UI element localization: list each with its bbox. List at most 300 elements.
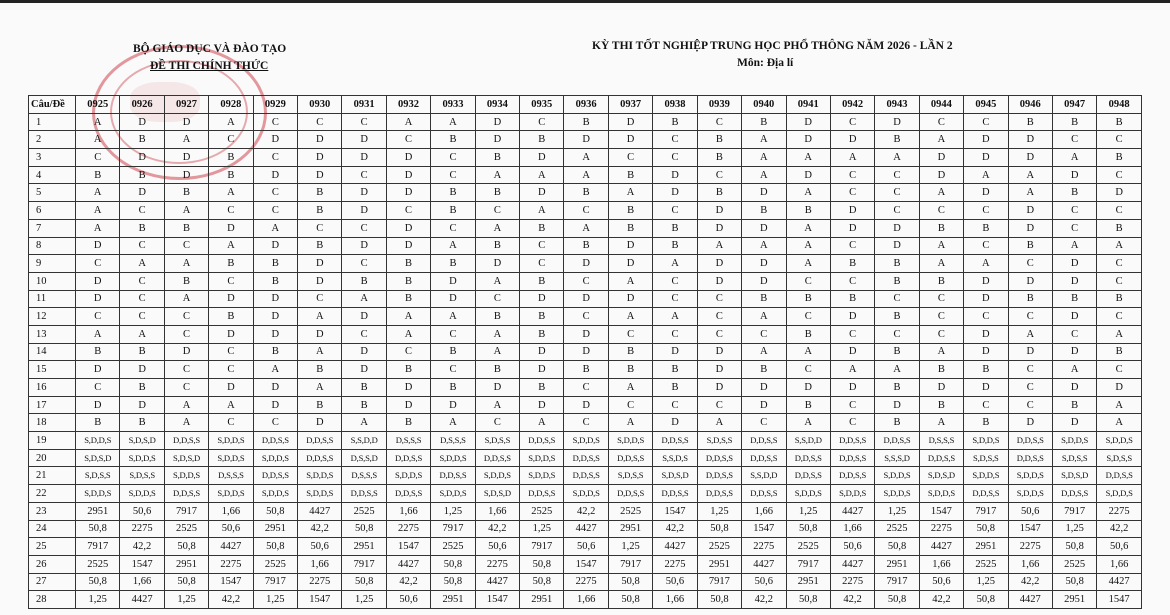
answer-cell: 4427	[919, 538, 963, 556]
answer-cell: B	[786, 325, 830, 343]
answer-cell: C	[298, 219, 342, 237]
answer-cell: D	[564, 131, 608, 149]
answer-cell: C	[964, 113, 1008, 131]
exam-code-header: 0946	[1008, 96, 1052, 114]
answer-cell: B	[342, 272, 386, 290]
answer-cell: B	[475, 184, 519, 202]
answer-cell: S,D,D,S	[520, 449, 564, 467]
answer-cell: B	[697, 131, 741, 149]
answer-cell: 1,66	[475, 502, 519, 520]
answer-cell: C	[1097, 131, 1142, 149]
answer-cell: 50,6	[830, 538, 874, 556]
answer-cell: D,D,S,S	[1008, 449, 1052, 467]
answer-cell: A	[298, 343, 342, 361]
answer-cell: B	[1052, 396, 1096, 414]
answer-cell: S,D,D,S	[1052, 432, 1096, 450]
answer-cell: S,D,S,D	[1052, 467, 1096, 485]
answer-cell: D	[830, 131, 874, 149]
answer-cell: A	[76, 131, 120, 149]
answer-cell: C	[964, 237, 1008, 255]
answer-cell: C	[1052, 219, 1096, 237]
table-row	[29, 308, 1142, 326]
answer-cell: D,D,S,S	[520, 485, 564, 503]
answer-cell: B	[253, 272, 297, 290]
answer-cell: A	[608, 308, 652, 326]
answer-cell: C	[76, 255, 120, 273]
answer-cell: S,D,D,S	[875, 467, 919, 485]
answer-cell: C	[164, 379, 208, 397]
answer-cell: 1,25	[431, 502, 475, 520]
answer-cell: 42,2	[209, 591, 253, 609]
answer-cell: D,D,S,S	[786, 449, 830, 467]
answer-cell: B	[76, 166, 120, 184]
answer-cell: D	[475, 379, 519, 397]
answer-cell: A	[830, 361, 874, 379]
answer-cell: 2275	[653, 555, 697, 573]
answer-cell: C	[253, 414, 297, 432]
answer-cell: B	[475, 237, 519, 255]
answer-cell: C	[608, 396, 652, 414]
answer-cell: D	[608, 255, 652, 273]
answer-cell: B	[919, 361, 963, 379]
answer-cell: S,D,S,S	[475, 432, 519, 450]
answer-cell: 7917	[520, 538, 564, 556]
answer-cell: C	[608, 149, 652, 167]
answer-cell: D	[520, 290, 564, 308]
top-border-line	[0, 0, 1170, 3]
table-row	[29, 272, 1142, 290]
answer-cell: 2525	[253, 555, 297, 573]
answer-cell: C	[520, 237, 564, 255]
answer-cell: A	[120, 255, 164, 273]
answer-cell: C	[431, 166, 475, 184]
question-number-cell: 24	[29, 520, 76, 538]
answer-cell: S,D,D,S	[253, 485, 297, 503]
answer-cell: 4427	[742, 555, 786, 573]
answer-cell: 42,2	[120, 538, 164, 556]
answer-cell: D	[386, 149, 430, 167]
answer-cell: 2951	[431, 591, 475, 609]
answer-cell: 50,8	[164, 573, 208, 591]
exam-code-header: 0925	[76, 96, 120, 114]
answer-cell: A	[1052, 237, 1096, 255]
answer-cell: D	[697, 379, 741, 397]
answer-cell: D	[342, 202, 386, 220]
answer-cell: C	[875, 184, 919, 202]
question-number-cell: 5	[29, 184, 76, 202]
answer-cell: B	[919, 396, 963, 414]
answer-cell: 50,8	[520, 555, 564, 573]
answer-cell: C	[475, 414, 519, 432]
answer-cell: A	[564, 219, 608, 237]
answer-cell: D	[253, 166, 297, 184]
answer-cell: C	[298, 113, 342, 131]
answer-cell: B	[76, 343, 120, 361]
answer-cell: D	[253, 131, 297, 149]
answer-cell: 50,8	[786, 520, 830, 538]
answer-cell: D	[697, 255, 741, 273]
answer-cell: D,D,S,S	[653, 432, 697, 450]
answer-cell: D,D,S,S	[830, 432, 874, 450]
answer-cell: A	[786, 343, 830, 361]
answer-cell: 1547	[209, 573, 253, 591]
answer-cell: C	[697, 290, 741, 308]
answer-cell: D	[919, 149, 963, 167]
answer-cell: B	[830, 255, 874, 273]
answer-cell: C	[1097, 202, 1142, 220]
answer-cell: C	[786, 308, 830, 326]
answer-cell: 2951	[964, 538, 1008, 556]
answer-cell: D	[830, 308, 874, 326]
answer-cell: C	[431, 149, 475, 167]
answer-cell: C	[520, 113, 564, 131]
answer-cell: D	[564, 255, 608, 273]
answer-cell: S,D,D,S	[253, 449, 297, 467]
answer-cell: 2275	[564, 573, 608, 591]
answer-cell: B	[209, 255, 253, 273]
answer-cell: A	[1097, 237, 1142, 255]
answer-cell: A	[342, 290, 386, 308]
answer-cell: A	[475, 396, 519, 414]
answer-cell: 2275	[1008, 538, 1052, 556]
answer-cell: A	[1008, 184, 1052, 202]
answer-cell: S,D,D,S	[209, 485, 253, 503]
answer-cell: D	[742, 255, 786, 273]
answer-cell: B	[386, 414, 430, 432]
answer-cell: 1547	[120, 555, 164, 573]
exam-code-header: 0947	[1052, 96, 1096, 114]
answer-cell: A	[919, 255, 963, 273]
answer-cell: D,D,S,S	[431, 467, 475, 485]
answer-cell: 50,8	[697, 520, 741, 538]
answer-cell: C	[120, 290, 164, 308]
answer-cell: A	[919, 414, 963, 432]
answer-cell: A	[786, 414, 830, 432]
answer-cell: 1547	[298, 591, 342, 609]
answer-cell: 2275	[120, 520, 164, 538]
answer-cell: D,D,S,S	[1052, 485, 1096, 503]
question-number-cell: 27	[29, 573, 76, 591]
question-number-cell: 14	[29, 343, 76, 361]
answer-cell: D,D,S,S	[1097, 467, 1142, 485]
answer-cell: 50,8	[431, 573, 475, 591]
answer-cell: S,D,D,S	[875, 485, 919, 503]
answer-cell: 1547	[1008, 520, 1052, 538]
answer-cell: B	[742, 202, 786, 220]
answer-cell: D	[342, 308, 386, 326]
answer-cell: C	[386, 343, 430, 361]
answer-cell: D	[1097, 184, 1142, 202]
answer-cell: C	[342, 166, 386, 184]
answer-cell: 7917	[608, 555, 652, 573]
answer-cell: B	[298, 361, 342, 379]
answer-cell: B	[164, 184, 208, 202]
answer-cell: D	[342, 361, 386, 379]
answer-cell: D	[653, 343, 697, 361]
answer-cell: A	[964, 166, 1008, 184]
answer-cell: A	[475, 166, 519, 184]
exam-code-header: 0935	[520, 96, 564, 114]
answer-cell: D,D,S,S	[253, 467, 297, 485]
answer-cell: B	[520, 219, 564, 237]
answer-cell: 42,2	[1008, 573, 1052, 591]
answer-cell: 50,6	[209, 520, 253, 538]
table-row	[29, 219, 1142, 237]
answer-cell: C	[1008, 396, 1052, 414]
answer-cell: C	[830, 396, 874, 414]
answer-cell: D,D,S,S	[164, 432, 208, 450]
answer-cell: 50,8	[253, 538, 297, 556]
answer-cell: A	[164, 131, 208, 149]
answer-cell: 50,8	[342, 520, 386, 538]
answer-cell: D,D,S,S	[564, 467, 608, 485]
answer-cell: 42,2	[475, 520, 519, 538]
answer-cell: B	[209, 149, 253, 167]
answer-cell: D	[76, 272, 120, 290]
answer-cell: D	[342, 131, 386, 149]
question-number-cell: 1	[29, 113, 76, 131]
answer-cell: 2951	[786, 573, 830, 591]
answer-cell: S,D,D,S	[564, 485, 608, 503]
answer-cell: A	[919, 184, 963, 202]
answer-cell: 42,2	[919, 591, 963, 609]
answer-cell: D	[253, 290, 297, 308]
answer-cell: C	[697, 396, 741, 414]
answer-cell: B	[253, 255, 297, 273]
answer-cell: D	[209, 325, 253, 343]
answer-cell: S,D,D,S	[431, 449, 475, 467]
answer-cell: B	[386, 255, 430, 273]
answer-cell: B	[1008, 113, 1052, 131]
answer-cell: C	[653, 290, 697, 308]
answer-cell: B	[564, 361, 608, 379]
answer-cell: 42,2	[564, 502, 608, 520]
answer-cell: C	[697, 308, 741, 326]
table-row	[29, 396, 1142, 414]
answer-cell: D	[120, 149, 164, 167]
answer-cell: C	[76, 149, 120, 167]
answer-cell: A	[742, 343, 786, 361]
answer-cell: D	[964, 290, 1008, 308]
table-row	[29, 149, 1142, 167]
answer-cell: B	[520, 325, 564, 343]
answer-cell: D	[386, 219, 430, 237]
answer-cell: C	[564, 202, 608, 220]
answer-cell: C	[919, 290, 963, 308]
answer-cell: A	[120, 325, 164, 343]
answer-cell: 2951	[608, 520, 652, 538]
answer-cell: D,D,S,S	[564, 449, 608, 467]
answer-cell: S,D,D,S	[209, 432, 253, 450]
answer-cell: 7917	[431, 520, 475, 538]
answer-cell: 1547	[742, 520, 786, 538]
answer-cell: D	[253, 379, 297, 397]
table-row	[29, 485, 1142, 503]
question-number-cell: 20	[29, 449, 76, 467]
answer-cell: D	[786, 166, 830, 184]
answer-cell: C	[786, 272, 830, 290]
answer-cell: D	[964, 131, 1008, 149]
answer-cell: A	[964, 255, 1008, 273]
answer-cell: 2275	[475, 555, 519, 573]
question-number-cell: 25	[29, 538, 76, 556]
answer-cell: 4427	[298, 502, 342, 520]
question-number-cell: 22	[29, 485, 76, 503]
answer-cell: A	[209, 113, 253, 131]
answer-cell: A	[298, 379, 342, 397]
answer-cell: B	[475, 149, 519, 167]
answer-cell: A	[76, 325, 120, 343]
answer-cell: 2275	[386, 520, 430, 538]
answer-cell: D	[919, 379, 963, 397]
answer-cell: B	[1097, 219, 1142, 237]
answer-cell: B	[1008, 237, 1052, 255]
answer-cell: D	[298, 272, 342, 290]
answer-cell: D,S,S,S	[386, 432, 430, 450]
answer-cell: D,S,S,S	[342, 467, 386, 485]
answer-cell: B	[875, 131, 919, 149]
answer-cell: B	[964, 414, 1008, 432]
answer-cell: C	[653, 396, 697, 414]
answer-cell: B	[209, 308, 253, 326]
answer-cell: A	[1052, 149, 1096, 167]
answer-cell: D,D,S,S	[919, 449, 963, 467]
answer-cell: 2951	[164, 555, 208, 573]
answer-cell: 4427	[653, 538, 697, 556]
answer-cell: B	[875, 343, 919, 361]
table-row	[29, 184, 1142, 202]
answer-cell: B	[120, 131, 164, 149]
answer-cell: D,D,S,S	[742, 485, 786, 503]
table-row	[29, 255, 1142, 273]
answer-cell: S,D,D,S	[608, 432, 652, 450]
answer-cell: A	[608, 414, 652, 432]
answer-cell: B	[431, 131, 475, 149]
answer-cell: C	[964, 396, 1008, 414]
answer-cell: A	[1008, 325, 1052, 343]
answer-cell: B	[520, 379, 564, 397]
table-row	[29, 379, 1142, 397]
answer-cell: A	[786, 237, 830, 255]
answer-cell: D	[298, 255, 342, 273]
answer-cell: B	[431, 255, 475, 273]
answer-cell: S,S,D,D	[342, 432, 386, 450]
answer-cell: 50,8	[608, 591, 652, 609]
answer-cell: B	[1052, 184, 1096, 202]
answer-cell: D	[164, 113, 208, 131]
answer-cell: D	[120, 361, 164, 379]
answer-cell: 50,6	[120, 502, 164, 520]
answer-cell: D	[386, 396, 430, 414]
answer-cell: 1,66	[1097, 555, 1142, 573]
answer-cell: B	[431, 379, 475, 397]
answer-cell: D	[164, 149, 208, 167]
exam-code-header: 0929	[253, 96, 297, 114]
exam-code-header: 0934	[475, 96, 519, 114]
answer-cell: A	[164, 414, 208, 432]
answer-cell: D,S,S,S	[209, 467, 253, 485]
question-number-cell: 23	[29, 502, 76, 520]
answer-cell: C	[830, 272, 874, 290]
answer-cell: C	[1008, 361, 1052, 379]
answer-cell: D	[342, 343, 386, 361]
ministry-name: BỘ GIÁO DỤC VÀ ĐÀO TẠO	[133, 43, 287, 55]
answer-cell: D,D,S,S	[342, 485, 386, 503]
answer-cell: S,S,D,D	[742, 467, 786, 485]
answer-cell: D	[1008, 414, 1052, 432]
answer-cell: 2525	[1052, 555, 1096, 573]
answer-cell: B	[120, 343, 164, 361]
answer-cell: D,D,S,S	[608, 485, 652, 503]
table-row	[29, 502, 1142, 520]
answer-cell: 1547	[475, 591, 519, 609]
answer-cell: B	[964, 219, 1008, 237]
answer-cell: C	[209, 272, 253, 290]
answer-cell: S,S,D,S	[653, 449, 697, 467]
answer-cell: C	[564, 414, 608, 432]
answer-cell: D	[830, 219, 874, 237]
answer-cell: B	[520, 308, 564, 326]
answer-cell: D	[520, 361, 564, 379]
answer-cell: D	[1008, 343, 1052, 361]
exam-code-header: 0942	[830, 96, 874, 114]
answer-cell: D,D,S,S	[786, 467, 830, 485]
answer-cell: 42,2	[298, 520, 342, 538]
answer-cell: D	[1008, 219, 1052, 237]
answer-cell: D,D,S,S	[475, 449, 519, 467]
answer-cell: D,D,S,S	[830, 467, 874, 485]
answer-cell: S,D,D,S	[298, 485, 342, 503]
answer-cell: 4427	[830, 555, 874, 573]
answer-cell: 2275	[1097, 502, 1142, 520]
answer-cell: B	[386, 290, 430, 308]
answer-cell: A	[298, 308, 342, 326]
table-row	[29, 538, 1142, 556]
answer-cell: D	[520, 149, 564, 167]
answer-cell: C	[1052, 202, 1096, 220]
answer-cell: D	[386, 184, 430, 202]
answer-cell: C	[76, 308, 120, 326]
answer-cell: A	[742, 308, 786, 326]
answer-cell: D,D,S,S	[164, 485, 208, 503]
answer-cell: A	[475, 343, 519, 361]
answer-cell: 42,2	[742, 591, 786, 609]
answer-cell: A	[164, 202, 208, 220]
exam-code-header: 0930	[298, 96, 342, 114]
answer-cell: D	[964, 379, 1008, 397]
answer-cell: 7917	[164, 502, 208, 520]
answer-cell: 7917	[697, 573, 741, 591]
answer-cell: 50,8	[964, 591, 1008, 609]
answer-cell: 4427	[1097, 573, 1142, 591]
answer-cell: A	[830, 149, 874, 167]
answer-cell: D,D,S,S	[875, 432, 919, 450]
answer-cell: C	[431, 325, 475, 343]
answer-cell: C	[1052, 131, 1096, 149]
table-row	[29, 290, 1142, 308]
answer-cell: 50,6	[386, 591, 430, 609]
answer-cell: 50,6	[298, 538, 342, 556]
answer-cell: 50,8	[1052, 573, 1096, 591]
answer-cell: 2525	[697, 538, 741, 556]
answer-cell: A	[431, 308, 475, 326]
answer-cell: B	[1097, 113, 1142, 131]
answer-cell: D	[786, 131, 830, 149]
answer-cell: D	[253, 325, 297, 343]
answer-cell: D	[964, 272, 1008, 290]
answer-cell: D	[1052, 379, 1096, 397]
answer-cell: C	[830, 414, 874, 432]
